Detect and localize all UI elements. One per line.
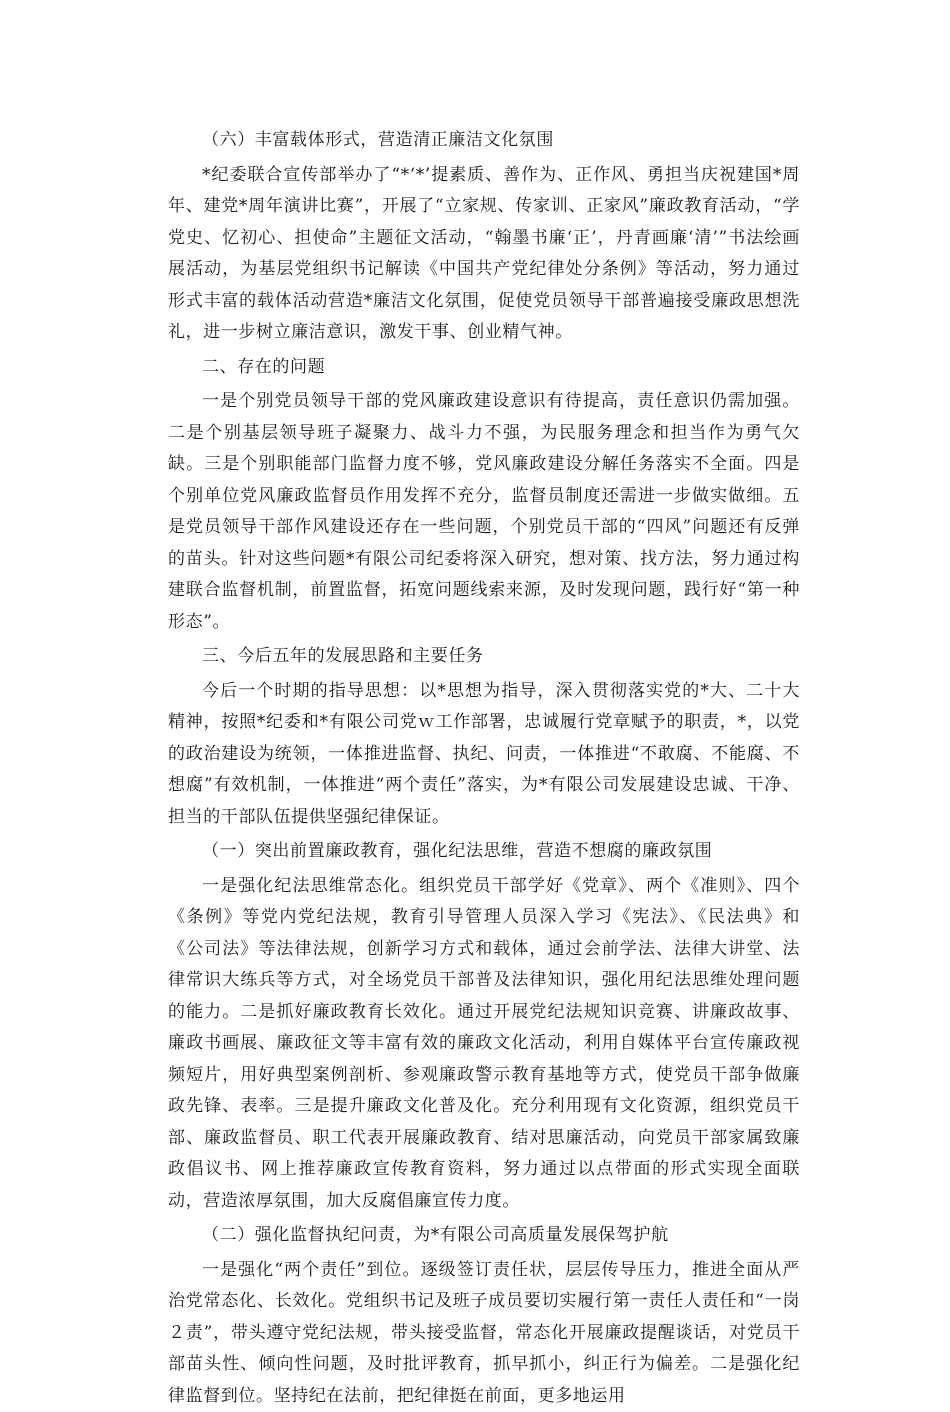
subsection-heading-2: （二）强化监督执纪问责，为*有限公司高质量发展保驾护航: [168, 1220, 800, 1252]
document-body: [168, 122, 800, 1412]
body-paragraph: 今后一个时期的指导思想：以*思想为指导，深入贯彻落实党的*大、二十大精神，按照*纪委和*有限公司党ｗ工作部署，忠诚履行党章赋予的职责，*，以党的政治建设为统领，一体推进监督、执纪、问责，一体推进“不敢腐、不能腐、不想腐”有效机制，一体推进“两个责任”落实，为*有限公司发展建设忠诚、干净、担当的干部队伍提供坚强纪律保证。: [168, 676, 800, 834]
body-paragraph: 一是强化“两个责任”到位。逐级签订责任状，层层传导压力，推进全面从严治党常态化、长效化。党组织书记及班子成员要切实履行第一责任人责任和“一岗２责”，带头遵守党纪法规，带头接受监督，常态化开展廉政提醒谈话，对党员干部苗头性、倾向性问题，及时批评教育，抓早抓小，纠正行为偏差。二是强化纪律监督到位。坚持纪在法前，把纪律挺在前面，更多地运用: [168, 1255, 800, 1412]
body-paragraph: *纪委联合宣传部举办了“*‘*’提素质、善作为、正作风、勇担当庆祝建国*周年、建党*周年演讲比赛”，开展了“立家规、传家训、正家风”廉政教育活动，“学党史、忆初心、担使命”主题征文活动，“翰墨书廉‘正’，丹青画廉‘清’”书法绘画展活动，为基层党组织书记解读《中国共产党纪律处分条例》等活动，努力通过形式丰富的载体活动营造*廉洁文化氛围，促使党员领导干部普遍接受廉政思想洗礼，进一步树立廉洁意识，激发干事、创业精气神。: [168, 160, 800, 349]
subsection-heading-1: （一）突出前置廉政教育，强化纪法思维，营造不想腐的廉政氛围: [168, 836, 800, 868]
section-heading-6: （六）丰富载体形式，营造清正廉洁文化氛围: [168, 125, 800, 157]
body-paragraph: 一是强化纪法思维常态化。组织党员干部学好《党章》、两个《准则》、四个《条例》等党内党纪法规，教育引导管理人员深入学习《宪法》、《民法典》和《公司法》等法律法规，创新学习方式和载体，通过会前学法、法律大讲堂、法律常识大练兵等方式，对全场党员干部普及法律知识，强化用纪法思维处理问题的能力。二是抓好廉政教育长效化。通过开展党纪法规知识竞赛、讲廉政故事、廉政书画展、廉政征文等丰富有效的廉政文化活动，利用自媒体平台宣传廉政视频短片，用好典型案例剖析、参观廉政警示教育基地等方式，使党员干部争做廉政先锋、表率。三是提升廉政文化普及化。充分利用现有文化资源，组织党员干部、廉政监督员、职工代表开展廉政教育、结对思廉活动，向党员干部家属致廉政倡议书、网上推荐廉政宣传教育资料，努力通过以点带面的形式实现全面联动，营造浓厚氛围，加大反腐倡廉宣传力度。: [168, 871, 800, 1218]
section-heading-problems: 二、存在的问题: [168, 352, 800, 384]
section-heading-tasks: 三、今后五年的发展思路和主要任务: [168, 641, 800, 673]
body-paragraph: 一是个别党员领导干部的党风廉政建设意识有待提高，责任意识仍需加强。二是个别基层领导班子凝聚力、战斗力不强，为民服务理念和担当作为勇气欠缺。三是个别职能部门监督力度不够，党风廉政建设分解任务落实不全面。四是个别单位党风廉政监督员作用发挥不充分，监督员制度还需进一步做实做细。五是党员领导干部作风建设还存在一些问题，个别党员干部的“四风”问题还有反弹的苗头。针对这些问题*有限公司纪委将深入研究，想对策、找方法，努力通过构建联合监督机制，前置监督，拓宽问题线索来源，及时发现问题，践行好“第一种形态”。: [168, 386, 800, 638]
